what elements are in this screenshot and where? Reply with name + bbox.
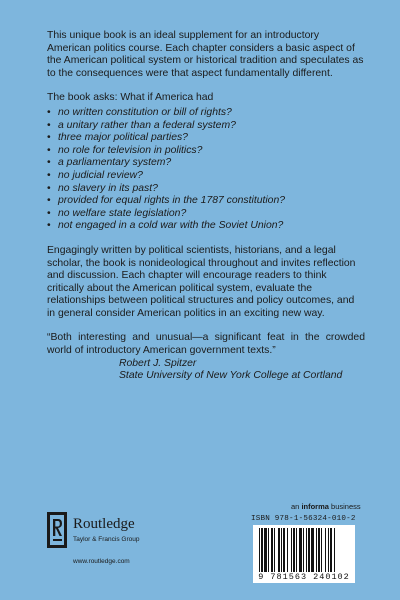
asks-line: The book asks: What if America had bbox=[47, 92, 214, 104]
barcode-bar bbox=[287, 528, 288, 572]
routledge-r-logo-icon bbox=[47, 512, 67, 548]
question-item: • no slavery in its past? bbox=[47, 183, 365, 196]
barcode-bar bbox=[311, 528, 314, 572]
question-item: • provided for equal rights in the 1787 constitution? bbox=[47, 195, 365, 208]
barcode-bar bbox=[268, 528, 269, 572]
question-item: • no role for television in politics? bbox=[47, 145, 365, 158]
barcode-bar bbox=[281, 528, 282, 572]
barcode-bar bbox=[278, 528, 280, 572]
barcode-bar bbox=[318, 528, 320, 572]
question-item: • a parliamentary system? bbox=[47, 157, 365, 170]
barcode-bar bbox=[328, 528, 329, 572]
barcode-bar bbox=[264, 528, 267, 572]
informa-business-label: an informa business bbox=[291, 502, 361, 511]
barcode-bar bbox=[308, 528, 310, 572]
isbn-label: ISBN 978-1-56324-010-2 bbox=[251, 515, 356, 523]
barcode-bar bbox=[325, 528, 326, 572]
barcode-bar bbox=[261, 528, 263, 572]
publisher-url: www.routledge.com bbox=[73, 558, 130, 565]
question-item: • no judicial review? bbox=[47, 170, 365, 183]
barcode-bar bbox=[303, 528, 304, 572]
quote-author: Robert J. Spitzer bbox=[119, 357, 197, 369]
barcode-bar bbox=[274, 528, 275, 572]
intro-paragraph: This unique book is an ideal supplement for an introductory American politics course. Each chapter considers a basic aspect of the American political system or historical tradition and speculates as to the consequences were that aspect fundamentally different. bbox=[47, 30, 364, 79]
barcode-bar bbox=[316, 528, 317, 572]
barcode-bar bbox=[293, 528, 295, 572]
publisher-name: Routledge bbox=[73, 516, 135, 532]
barcode-bar bbox=[334, 528, 335, 572]
questions-list bbox=[47, 107, 365, 233]
barcode-bar bbox=[291, 528, 292, 572]
question-item: • three major political parties? bbox=[47, 132, 365, 145]
barcode-bar bbox=[259, 528, 260, 572]
quote-affiliation: State University of New York College at Cortland bbox=[119, 370, 343, 382]
question-item: • no written constitution or bill of rights? bbox=[47, 107, 365, 120]
barcode-bar bbox=[271, 528, 273, 572]
review-quote: “Both interesting and unusual—a significant feat in the crowded world of introductory American government texts.” bbox=[47, 332, 365, 357]
barcode bbox=[253, 525, 355, 583]
back-cover-text bbox=[47, 30, 365, 383]
publisher-block bbox=[47, 512, 167, 568]
barcode-bar bbox=[299, 528, 302, 572]
barcode-bar bbox=[306, 528, 307, 572]
question-item: • not engaged in a cold war with the Soviet Union? bbox=[47, 220, 365, 233]
barcode-digits: 9 781563 240102 bbox=[258, 572, 350, 582]
question-item: • no welfare state legislation? bbox=[47, 208, 365, 221]
barcode-bar bbox=[330, 528, 332, 572]
publisher-group: Taylor & Francis Group bbox=[73, 536, 140, 543]
barcode-bar bbox=[321, 528, 322, 572]
description-paragraph: Engagingly written by political scientists, historians, and a legal scholar, the book is nonideological throughout and invites reflection and discussion. Each chapter will encourage readers to think critically about the American political system, evaluate the relationships between political structures and policy outcomes, and in general consider American politics in an exciting new way. bbox=[47, 244, 356, 319]
barcode-bars bbox=[259, 528, 349, 572]
question-item: • a unitary rather than a federal system? bbox=[47, 120, 365, 133]
barcode-bar bbox=[283, 528, 285, 572]
barcode-bar bbox=[296, 528, 297, 572]
